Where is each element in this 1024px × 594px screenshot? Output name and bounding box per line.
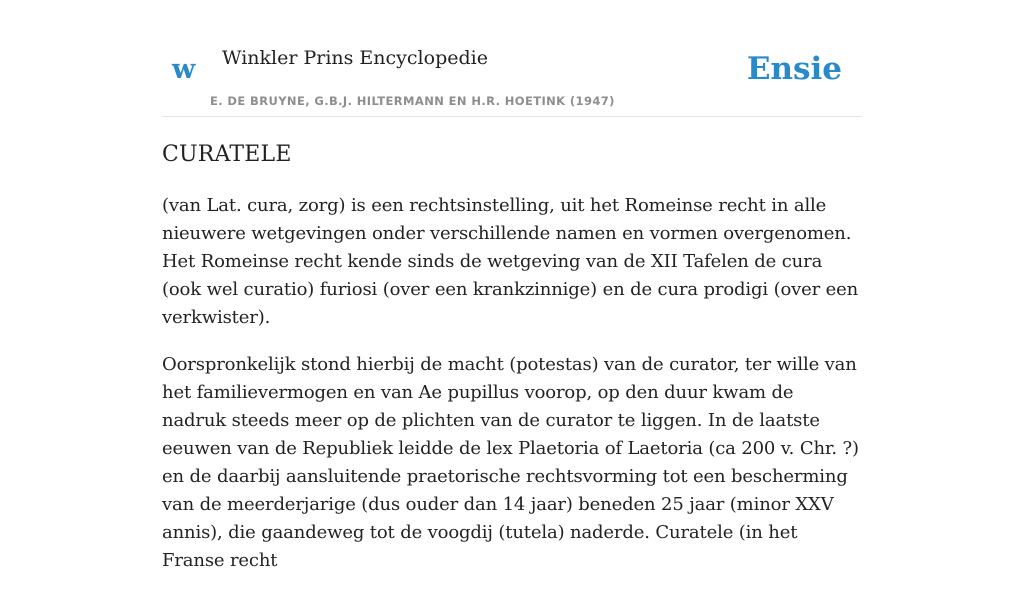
book-title-link[interactable]: Winkler Prins Encyclopedie (222, 47, 488, 69)
site-logo[interactable]: w (172, 54, 196, 85)
brand-logo-link[interactable]: Ensie (746, 51, 842, 87)
article-body (162, 138, 862, 594)
authors-byline: E. DE BRUYNE, G.B.J. HILTERMANN EN H.R. HOETINK (1947) (210, 94, 615, 108)
entry-title: CURATELE (162, 142, 292, 167)
article-paragraph: (van Lat. cura, zorg) is een rechtsinstelling, uit het Romeinse recht in alle nieuwere wetgevingen onder verschillende namen en vormen overgenomen. Het Romeinse recht kende sinds de wetgeving van de XII Tafelen de cura (ook wel curatio) furiosi (over een krankzinnige) en de cura prodigi (over een verkwister). (162, 195, 859, 328)
site-header (162, 0, 862, 117)
article-paragraph: Oorspronkelijk stond hierbij de macht (potestas) van de curator, ter wille van het familievermogen en van Ae pupillus voorop, op den duur kwam de nadruk steeds meer op de plichten van de curator te liggen. In de laatste eeuwen van de Republiek leidde de lex Plaetoria of Laetoria (ca 200 v. Chr. ?) en de daarbij aansluitende praetorische rechtsvorming tot een bescherming van de meerderjarige (dus ouder dan 14 jaar) beneden 25 jaar (minor XXV annis), die gaandeweg tot de voogdij (tutela) naderde. Curatele (in het Franse recht (162, 354, 859, 571)
